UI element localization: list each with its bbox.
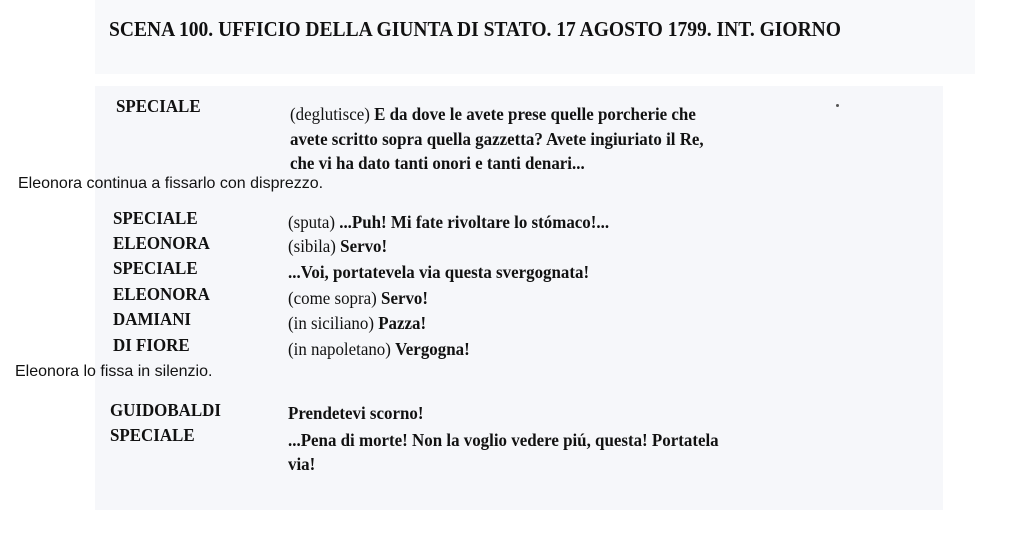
speech-text: Servo!	[340, 236, 388, 256]
speaker-name: GUIDOBALDI	[110, 400, 221, 420]
stage-direction: (in siciliano)	[288, 313, 374, 333]
stage-direction: (sputa)	[288, 212, 335, 232]
dialogue-line	[288, 430, 719, 451]
speech-text: Pazza!	[378, 313, 427, 333]
speech-text: Prendetevi scorno!	[288, 403, 424, 423]
speech-text: E da dove le avete prese quelle porcherie che	[374, 104, 696, 124]
dialogue-line	[288, 313, 426, 334]
stage-direction: (come sopra)	[288, 288, 377, 308]
speech-text: ...Voi, portatevela via questa svergognata!	[288, 262, 590, 282]
dialogue-line	[288, 288, 428, 309]
speech-text: via!	[288, 454, 316, 474]
dialogue-line	[290, 104, 696, 125]
speech-text: che vi ha dato tanti onori e tanti denari...	[290, 153, 585, 173]
stage-direction: (in napoletano)	[288, 339, 391, 359]
speaker-name: SPECIALE	[116, 96, 201, 116]
speaker-name: SPECIALE	[113, 208, 198, 228]
speaker-name: DAMIANI	[113, 309, 192, 329]
stage-direction: (deglutisce)	[290, 104, 370, 124]
dialogue-line	[288, 262, 589, 283]
speaker-name: SPECIALE	[113, 258, 198, 278]
speaker-name: ELEONORA	[113, 284, 210, 304]
speaker-name: ELEONORA	[113, 233, 210, 253]
dialogue-line	[290, 129, 704, 150]
dialogue-line	[288, 454, 315, 475]
speaker-name: DI FIORE	[113, 335, 190, 355]
scene-title: SCENA 100. UFFICIO DELLA GIUNTA DI STATO. 17 AGOSTO 1799. INT. GIORNO	[109, 17, 841, 41]
action-line: Eleonora lo fissa in silenzio.	[15, 363, 213, 380]
speech-text: avete scritto sopra quella gazzetta? Avete ingiuriato il Re,	[290, 129, 704, 149]
action-line: Eleonora continua a fissarlo con disprezzo.	[18, 175, 324, 192]
speech-text: Vergogna!	[395, 339, 470, 359]
speech-text: ...Puh! Mi fate rivoltare lo stómaco!...	[339, 212, 610, 232]
dialogue-line	[288, 339, 470, 360]
speaker-name: SPECIALE	[110, 425, 195, 445]
scan-speck	[836, 104, 839, 107]
dialogue-line	[290, 153, 585, 174]
speech-text: ...Pena di morte! Non la voglio vedere piú, questa! Portatela	[288, 430, 719, 450]
speech-text: Servo!	[381, 288, 429, 308]
dialogue-line	[288, 212, 609, 233]
stage-direction: (sibila)	[288, 236, 336, 256]
dialogue-line	[288, 403, 423, 424]
dialogue-line	[288, 236, 387, 257]
